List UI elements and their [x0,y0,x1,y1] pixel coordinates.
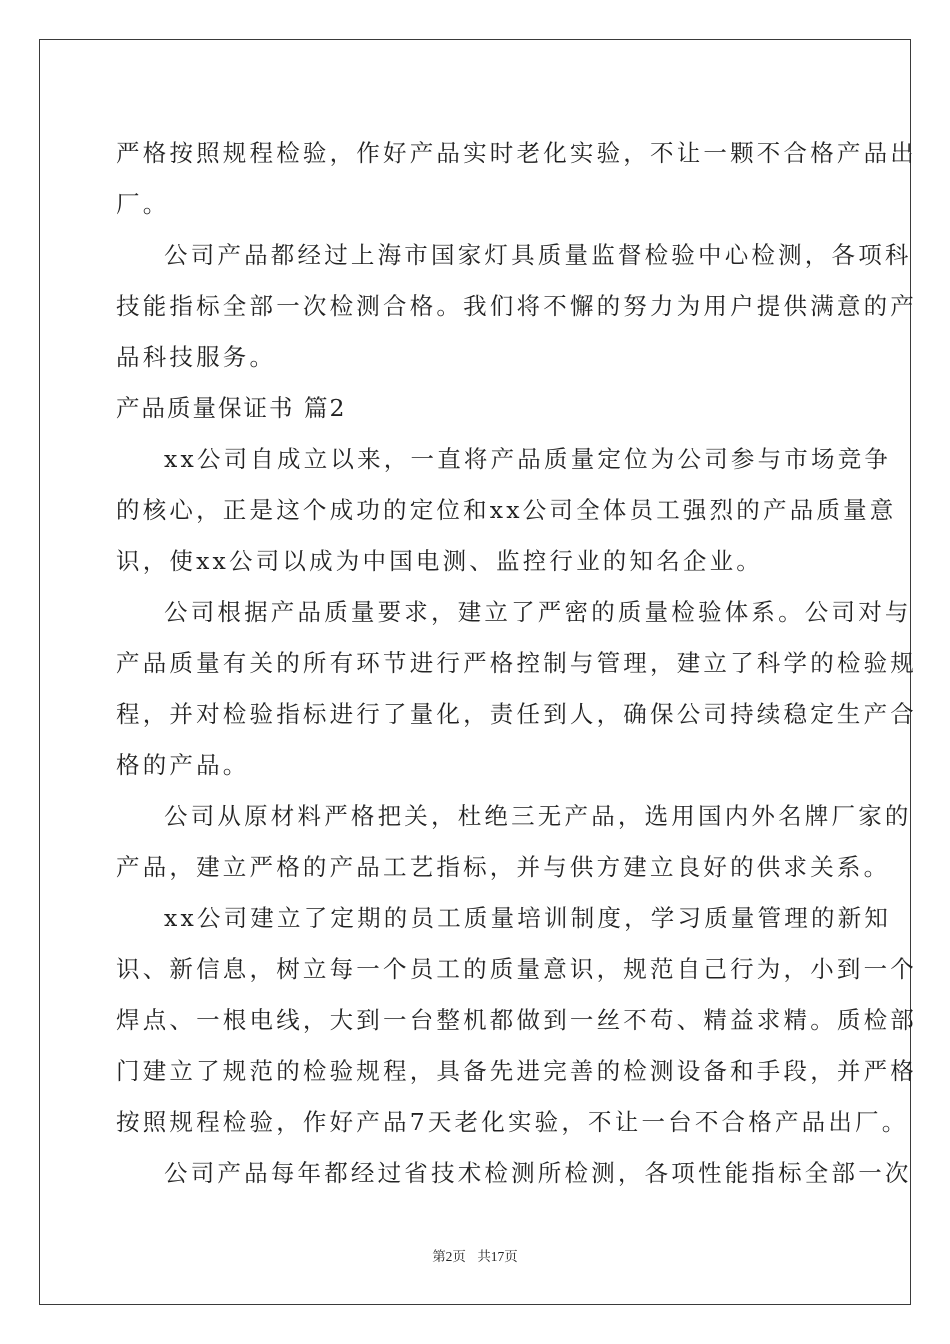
text-line: 的核心，正是这个成功的定位和xx公司全体员工强烈的产品质量意 [116,496,897,524]
document-body [116,128,917,1199]
text-line: 品科技服务。 [116,343,277,371]
page-number: 第2页 [432,1249,466,1264]
section-heading: 产品质量保证书 篇2 [116,394,347,422]
text-line: 格的产品。 [116,751,250,779]
text-line: 技能指标全部一次检测合格。我们将不懈的努力为用户提供满意的产 [116,292,917,320]
total-pages: 共17页 [477,1249,518,1264]
text-line: 识，使xx公司以成为中国电测、监控行业的知名企业。 [116,547,764,575]
text-line: 厂。 [116,190,170,218]
paragraph-start-line: xx公司自成立以来，一直将产品质量定位为公司参与市场竞争 [164,445,892,473]
text-line: 程，并对检验指标进行了量化，责任到人，确保公司持续稳定生产合 [116,700,917,728]
paragraph-start-line: 公司产品都经过上海市国家灯具质量监督检验中心检测，各项科 [164,241,912,269]
paragraph-start-line: 公司从原材料严格把关，杜绝三无产品，选用国内外名牌厂家的 [164,802,912,830]
page-footer [0,1245,950,1265]
text-line: 产品，建立严格的产品工艺指标，并与供方建立良好的供求关系。 [116,853,891,881]
text-line: 识、新信息，树立每一个员工的质量意识，规范自己行为，小到一个 [116,955,917,983]
text-line: 按照规程检验，作好产品7天老化实验，不让一台不合格产品出厂。 [116,1108,909,1136]
paragraph-start-line: 公司根据产品质量要求，建立了严密的质量检验体系。公司对与 [164,598,912,626]
text-line: 严格按照规程检验，作好产品实时老化实验，不让一颗不合格产品出 [116,139,917,167]
paragraph-start-line: 公司产品每年都经过省技术检测所检测，各项性能指标全部一次 [164,1159,912,1187]
text-line: 产品质量有关的所有环节进行严格控制与管理，建立了科学的检验规 [116,649,917,677]
text-line: 焊点、一根电线，大到一台整机都做到一丝不苟、精益求精。质检部 [116,1006,917,1034]
text-line: 门建立了规范的检验规程，具备先进完善的检测设备和手段，并严格 [116,1057,917,1085]
paragraph-start-line: xx公司建立了定期的员工质量培训制度，学习质量管理的新知 [164,904,892,932]
